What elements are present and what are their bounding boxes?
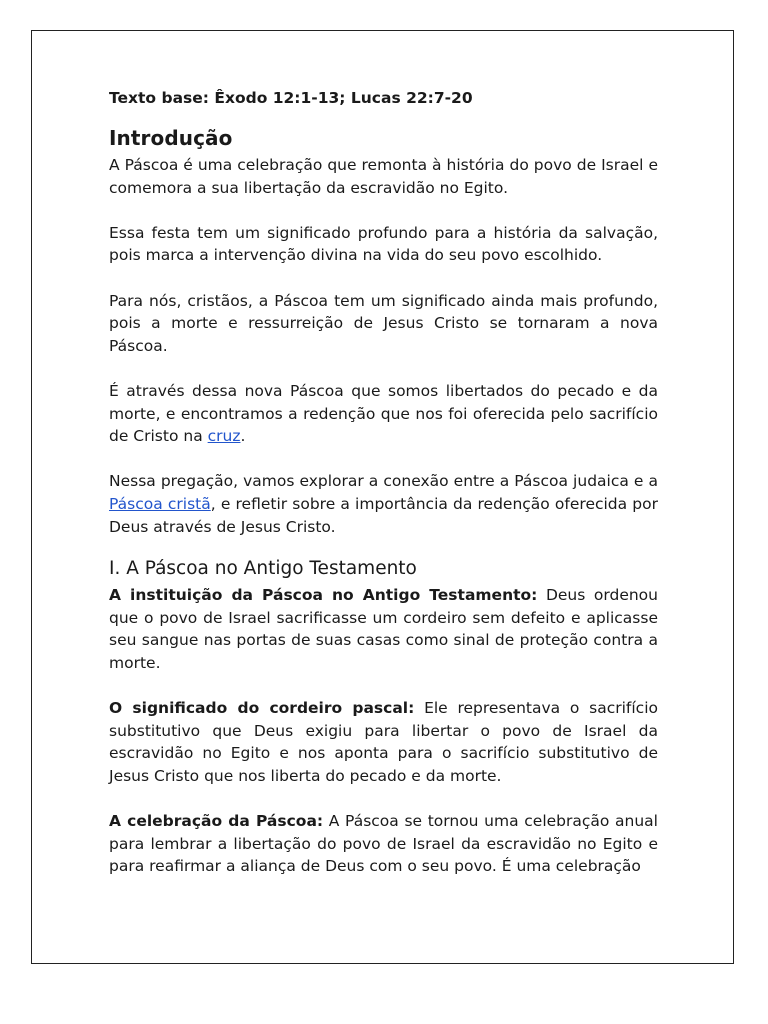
section-1-item-2: [109, 697, 658, 787]
section-1-heading: I. A Páscoa no Antigo Testamento: [109, 558, 417, 580]
intro-paragraph-1: A Páscoa é uma celebração que remonta à história do povo de Israel e comemora a sua libertação da escravidão no Egito.: [109, 156, 658, 197]
section-1-item-1-text: Deus ordenou que o povo de Israel sacrificasse um cordeiro sem defeito e aplicasse seu sangue nas portas de suas casas como sinal de proteção contra a morte.: [109, 586, 658, 672]
intro-paragraph-5-end: , e refletir sobre a importância da redenção oferecida por Deus através de Jesus Cristo.: [109, 494, 658, 536]
section-1-item-3-lead: A celebração da Páscoa:: [109, 812, 324, 831]
section-1-item-2-lead: O significado do cordeiro pascal:: [109, 699, 415, 718]
document-body: [109, 86, 658, 878]
intro-paragraph-3: Para nós, cristãos, a Páscoa tem um significado ainda mais profundo, pois a morte e ressurreição de Jesus Cristo se tornaram a nova Páscoa.: [109, 291, 658, 355]
intro-paragraph-4-end: .: [240, 427, 246, 446]
section-1-item-2-text: Ele representava o sacrifício substitutivo que Deus exigiu para libertar o povo de Israel da escravidão no Egito e nos aponta para o sacrifício substitutivo de Jesus Cristo que nos liberta do pecado e da morte.: [109, 699, 658, 785]
base-text-reference: Texto base: Êxodo 12:1-13; Lucas 22:7-20: [109, 89, 473, 107]
section-1-item-1-lead: A instituição da Páscoa no Antigo Testamento:: [109, 586, 538, 605]
pascoa-crista-link[interactable]: Páscoa cristã: [109, 494, 211, 513]
intro-paragraph-5-text: Nessa pregação, vamos explorar a conexão entre a Páscoa judaica e a: [109, 472, 658, 491]
section-1-item-3-text: A Páscoa se tornou uma celebração anual para lembrar a libertação do povo de Israel da escravidão no Egito e para reafirmar a aliança de Deus com o seu povo. É uma celebração: [109, 812, 658, 876]
intro-paragraph-4: [109, 380, 658, 448]
intro-paragraph-4-text: É através dessa nova Páscoa que somos libertados do pecado e da morte, e encontramos a redenção que nos foi oferecida pelo sacrifício de Cristo na: [109, 381, 658, 446]
section-1-item-3: [109, 810, 658, 878]
section-1-item-1: [109, 584, 658, 674]
introduction-heading: Introdução: [109, 126, 233, 150]
intro-paragraph-2: Essa festa tem um significado profundo para a história da salvação, pois marca a intervenção divina na vida do seu povo escolhido.: [109, 223, 658, 265]
cruz-link[interactable]: cruz: [207, 427, 241, 446]
intro-paragraph-5: [109, 470, 658, 538]
